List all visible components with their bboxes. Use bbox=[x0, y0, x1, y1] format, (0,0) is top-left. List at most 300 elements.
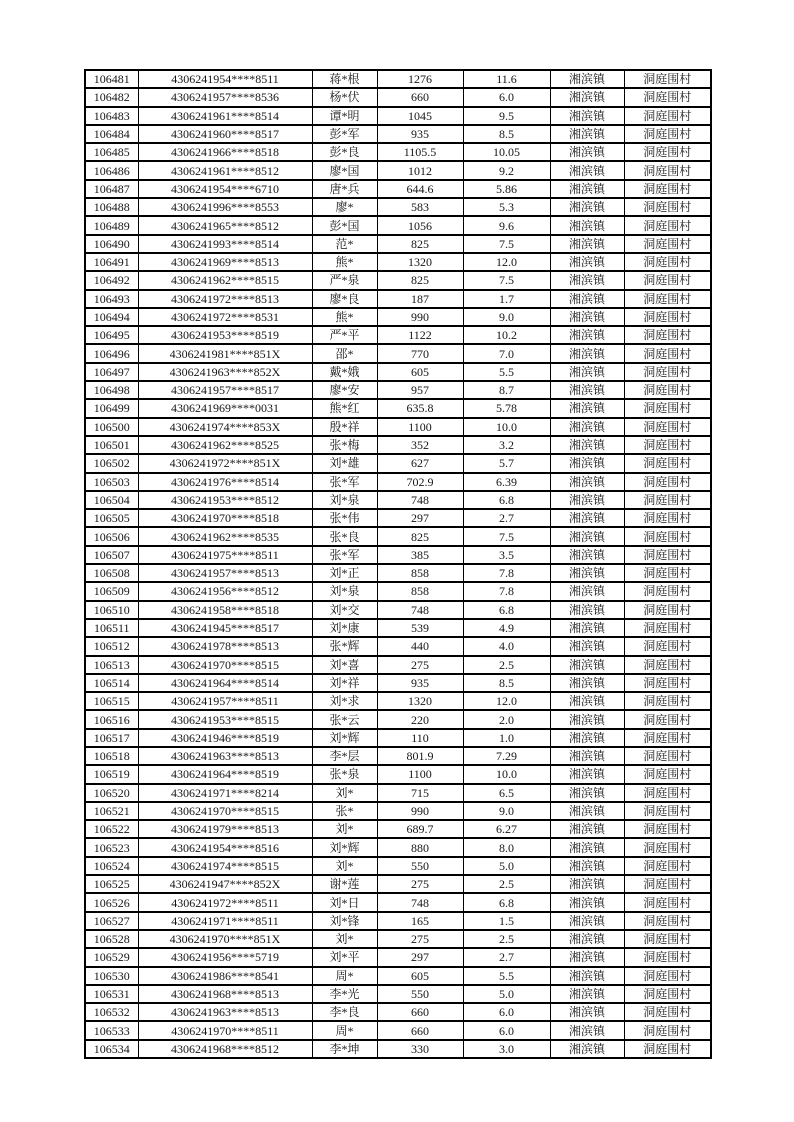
quantity-cell: 5.0 bbox=[463, 985, 550, 1003]
quantity-cell: 10.05 bbox=[463, 143, 550, 161]
quantity-cell: 2.7 bbox=[463, 948, 550, 966]
quantity-cell: 8.0 bbox=[463, 838, 550, 856]
id-number-cell: 4306241961****8512 bbox=[138, 161, 312, 179]
person-name-cell: 范* bbox=[312, 235, 377, 253]
table-row bbox=[85, 1003, 711, 1021]
amount-cell: 858 bbox=[377, 582, 463, 600]
village-cell: 洞庭围村 bbox=[624, 582, 711, 600]
quantity-cell: 8.5 bbox=[463, 674, 550, 692]
person-name-cell: 廖*良 bbox=[312, 290, 377, 308]
table-row bbox=[85, 637, 711, 655]
amount-cell: 748 bbox=[377, 601, 463, 619]
table-row bbox=[85, 161, 711, 179]
table-row bbox=[85, 710, 711, 728]
table-row bbox=[85, 893, 711, 911]
amount-cell: 275 bbox=[377, 930, 463, 948]
id-number-cell: 4306241957****8536 bbox=[138, 88, 312, 106]
person-name-cell: 张*梅 bbox=[312, 436, 377, 454]
table-row bbox=[85, 967, 711, 985]
person-name-cell: 严*平 bbox=[312, 326, 377, 344]
amount-cell: 1056 bbox=[377, 216, 463, 234]
quantity-cell: 1.7 bbox=[463, 290, 550, 308]
town-cell: 湘滨镇 bbox=[550, 820, 624, 838]
amount-cell: 825 bbox=[377, 235, 463, 253]
person-name-cell: 刘*日 bbox=[312, 893, 377, 911]
person-name-cell: 杨*伏 bbox=[312, 88, 377, 106]
table-row bbox=[85, 436, 711, 454]
village-cell: 洞庭围村 bbox=[624, 473, 711, 491]
quantity-cell: 5.78 bbox=[463, 399, 550, 417]
serial-number-cell: 106522 bbox=[85, 820, 138, 838]
village-cell: 洞庭围村 bbox=[624, 930, 711, 948]
person-name-cell: 周* bbox=[312, 967, 377, 985]
table-row bbox=[85, 473, 711, 491]
quantity-cell: 9.6 bbox=[463, 216, 550, 234]
serial-number-cell: 106529 bbox=[85, 948, 138, 966]
table-row bbox=[85, 802, 711, 820]
village-cell: 洞庭围村 bbox=[624, 125, 711, 143]
serial-number-cell: 106487 bbox=[85, 180, 138, 198]
table-row bbox=[85, 857, 711, 875]
id-number-cell: 4306241975****8511 bbox=[138, 546, 312, 564]
id-number-cell: 4306241958****8518 bbox=[138, 601, 312, 619]
amount-cell: 935 bbox=[377, 674, 463, 692]
quantity-cell: 6.0 bbox=[463, 1003, 550, 1021]
amount-cell: 644.6 bbox=[377, 180, 463, 198]
quantity-cell: 4.0 bbox=[463, 637, 550, 655]
id-number-cell: 4306241978****8513 bbox=[138, 637, 312, 655]
id-number-cell: 4306241986****8541 bbox=[138, 967, 312, 985]
id-number-cell: 4306241972****851X bbox=[138, 454, 312, 472]
person-name-cell: 张* bbox=[312, 802, 377, 820]
id-number-cell: 4306241970****8515 bbox=[138, 656, 312, 674]
serial-number-cell: 106510 bbox=[85, 601, 138, 619]
serial-number-cell: 106520 bbox=[85, 784, 138, 802]
village-cell: 洞庭围村 bbox=[624, 546, 711, 564]
town-cell: 湘滨镇 bbox=[550, 656, 624, 674]
village-cell: 洞庭围村 bbox=[624, 143, 711, 161]
town-cell: 湘滨镇 bbox=[550, 875, 624, 893]
serial-number-cell: 106505 bbox=[85, 509, 138, 527]
serial-number-cell: 106514 bbox=[85, 674, 138, 692]
town-cell: 湘滨镇 bbox=[550, 344, 624, 362]
id-number-cell: 4306241968****8512 bbox=[138, 1040, 312, 1058]
id-number-cell: 4306241963****8513 bbox=[138, 747, 312, 765]
town-cell: 湘滨镇 bbox=[550, 381, 624, 399]
serial-number-cell: 106493 bbox=[85, 290, 138, 308]
serial-number-cell: 106513 bbox=[85, 656, 138, 674]
town-cell: 湘滨镇 bbox=[550, 235, 624, 253]
town-cell: 湘滨镇 bbox=[550, 253, 624, 271]
id-number-cell: 4306241976****8514 bbox=[138, 473, 312, 491]
quantity-cell: 5.5 bbox=[463, 363, 550, 381]
quantity-cell: 1.5 bbox=[463, 912, 550, 930]
table-row bbox=[85, 198, 711, 216]
town-cell: 湘滨镇 bbox=[550, 180, 624, 198]
person-name-cell: 彭*国 bbox=[312, 216, 377, 234]
person-name-cell: 熊* bbox=[312, 253, 377, 271]
id-number-cell: 4306241960****8517 bbox=[138, 125, 312, 143]
serial-number-cell: 106530 bbox=[85, 967, 138, 985]
amount-cell: 880 bbox=[377, 838, 463, 856]
person-name-cell: 刘* bbox=[312, 820, 377, 838]
town-cell: 湘滨镇 bbox=[550, 198, 624, 216]
id-number-cell: 4306241981****851X bbox=[138, 344, 312, 362]
amount-cell: 297 bbox=[377, 509, 463, 527]
table-row bbox=[85, 601, 711, 619]
amount-cell: 605 bbox=[377, 967, 463, 985]
amount-cell: 990 bbox=[377, 802, 463, 820]
person-name-cell: 张*军 bbox=[312, 473, 377, 491]
table-row bbox=[85, 1021, 711, 1039]
quantity-cell: 2.5 bbox=[463, 656, 550, 674]
town-cell: 湘滨镇 bbox=[550, 1003, 624, 1021]
table-row bbox=[85, 656, 711, 674]
person-name-cell: 刘*喜 bbox=[312, 656, 377, 674]
serial-number-cell: 106490 bbox=[85, 235, 138, 253]
village-cell: 洞庭围村 bbox=[624, 710, 711, 728]
amount-cell: 689.7 bbox=[377, 820, 463, 838]
id-number-cell: 4306241954****8511 bbox=[138, 70, 312, 88]
village-cell: 洞庭围村 bbox=[624, 436, 711, 454]
town-cell: 湘滨镇 bbox=[550, 601, 624, 619]
serial-number-cell: 106504 bbox=[85, 491, 138, 509]
village-cell: 洞庭围村 bbox=[624, 729, 711, 747]
id-number-cell: 4306241957****8511 bbox=[138, 692, 312, 710]
person-name-cell: 刘* bbox=[312, 857, 377, 875]
serial-number-cell: 106527 bbox=[85, 912, 138, 930]
quantity-cell: 6.5 bbox=[463, 784, 550, 802]
village-cell: 洞庭围村 bbox=[624, 216, 711, 234]
serial-number-cell: 106500 bbox=[85, 418, 138, 436]
quantity-cell: 5.86 bbox=[463, 180, 550, 198]
person-name-cell: 廖* bbox=[312, 198, 377, 216]
town-cell: 湘滨镇 bbox=[550, 107, 624, 125]
person-name-cell: 邵* bbox=[312, 344, 377, 362]
id-number-cell: 4306241956****5719 bbox=[138, 948, 312, 966]
id-number-cell: 4306241968****8513 bbox=[138, 985, 312, 1003]
table-row bbox=[85, 582, 711, 600]
id-number-cell: 4306241945****8517 bbox=[138, 619, 312, 637]
person-name-cell: 彭*军 bbox=[312, 125, 377, 143]
quantity-cell: 7.8 bbox=[463, 564, 550, 582]
amount-cell: 635.8 bbox=[377, 399, 463, 417]
village-cell: 洞庭围村 bbox=[624, 253, 711, 271]
subsidy-roster-table bbox=[84, 69, 712, 1059]
town-cell: 湘滨镇 bbox=[550, 326, 624, 344]
quantity-cell: 6.0 bbox=[463, 1021, 550, 1039]
serial-number-cell: 106486 bbox=[85, 161, 138, 179]
town-cell: 湘滨镇 bbox=[550, 802, 624, 820]
person-name-cell: 刘*求 bbox=[312, 692, 377, 710]
amount-cell: 275 bbox=[377, 875, 463, 893]
person-name-cell: 熊* bbox=[312, 308, 377, 326]
serial-number-cell: 106521 bbox=[85, 802, 138, 820]
serial-number-cell: 106481 bbox=[85, 70, 138, 88]
town-cell: 湘滨镇 bbox=[550, 290, 624, 308]
amount-cell: 990 bbox=[377, 308, 463, 326]
town-cell: 湘滨镇 bbox=[550, 582, 624, 600]
amount-cell: 825 bbox=[377, 527, 463, 545]
serial-number-cell: 106533 bbox=[85, 1021, 138, 1039]
town-cell: 湘滨镇 bbox=[550, 985, 624, 1003]
serial-number-cell: 106531 bbox=[85, 985, 138, 1003]
village-cell: 洞庭围村 bbox=[624, 180, 711, 198]
town-cell: 湘滨镇 bbox=[550, 1040, 624, 1058]
id-number-cell: 4306241957****8517 bbox=[138, 381, 312, 399]
person-name-cell: 戴*娥 bbox=[312, 363, 377, 381]
id-number-cell: 4306241974****8515 bbox=[138, 857, 312, 875]
village-cell: 洞庭围村 bbox=[624, 893, 711, 911]
table-row bbox=[85, 399, 711, 417]
person-name-cell: 李*光 bbox=[312, 985, 377, 1003]
serial-number-cell: 106499 bbox=[85, 399, 138, 417]
table-row bbox=[85, 216, 711, 234]
serial-number-cell: 106528 bbox=[85, 930, 138, 948]
amount-cell: 165 bbox=[377, 912, 463, 930]
table-row bbox=[85, 985, 711, 1003]
quantity-cell: 7.5 bbox=[463, 271, 550, 289]
village-cell: 洞庭围村 bbox=[624, 70, 711, 88]
amount-cell: 187 bbox=[377, 290, 463, 308]
amount-cell: 297 bbox=[377, 948, 463, 966]
serial-number-cell: 106519 bbox=[85, 765, 138, 783]
town-cell: 湘滨镇 bbox=[550, 1021, 624, 1039]
table-row bbox=[85, 948, 711, 966]
id-number-cell: 4306241953****8519 bbox=[138, 326, 312, 344]
table-row bbox=[85, 143, 711, 161]
person-name-cell: 刘*雄 bbox=[312, 454, 377, 472]
town-cell: 湘滨镇 bbox=[550, 88, 624, 106]
person-name-cell: 严*泉 bbox=[312, 271, 377, 289]
amount-cell: 220 bbox=[377, 710, 463, 728]
id-number-cell: 4306241970****8515 bbox=[138, 802, 312, 820]
serial-number-cell: 106517 bbox=[85, 729, 138, 747]
id-number-cell: 4306241961****8514 bbox=[138, 107, 312, 125]
serial-number-cell: 106502 bbox=[85, 454, 138, 472]
serial-number-cell: 106501 bbox=[85, 436, 138, 454]
town-cell: 湘滨镇 bbox=[550, 729, 624, 747]
serial-number-cell: 106495 bbox=[85, 326, 138, 344]
village-cell: 洞庭围村 bbox=[624, 381, 711, 399]
serial-number-cell: 106492 bbox=[85, 271, 138, 289]
amount-cell: 660 bbox=[377, 88, 463, 106]
table-row bbox=[85, 820, 711, 838]
village-cell: 洞庭围村 bbox=[624, 802, 711, 820]
serial-number-cell: 106534 bbox=[85, 1040, 138, 1058]
id-number-cell: 4306241972****8513 bbox=[138, 290, 312, 308]
id-number-cell: 4306241947****852X bbox=[138, 875, 312, 893]
village-cell: 洞庭围村 bbox=[624, 875, 711, 893]
town-cell: 湘滨镇 bbox=[550, 893, 624, 911]
village-cell: 洞庭围村 bbox=[624, 344, 711, 362]
village-cell: 洞庭围村 bbox=[624, 619, 711, 637]
village-cell: 洞庭围村 bbox=[624, 564, 711, 582]
id-number-cell: 4306241962****8515 bbox=[138, 271, 312, 289]
serial-number-cell: 106524 bbox=[85, 857, 138, 875]
village-cell: 洞庭围村 bbox=[624, 107, 711, 125]
town-cell: 湘滨镇 bbox=[550, 637, 624, 655]
quantity-cell: 12.0 bbox=[463, 253, 550, 271]
person-name-cell: 刘*泉 bbox=[312, 582, 377, 600]
table-row bbox=[85, 180, 711, 198]
table-row bbox=[85, 729, 711, 747]
amount-cell: 440 bbox=[377, 637, 463, 655]
village-cell: 洞庭围村 bbox=[624, 857, 711, 875]
town-cell: 湘滨镇 bbox=[550, 692, 624, 710]
id-number-cell: 4306241956****8512 bbox=[138, 582, 312, 600]
table-row bbox=[85, 875, 711, 893]
village-cell: 洞庭围村 bbox=[624, 838, 711, 856]
id-number-cell: 4306241946****8519 bbox=[138, 729, 312, 747]
quantity-cell: 4.9 bbox=[463, 619, 550, 637]
table-row bbox=[85, 88, 711, 106]
town-cell: 湘滨镇 bbox=[550, 436, 624, 454]
amount-cell: 957 bbox=[377, 381, 463, 399]
person-name-cell: 张*伟 bbox=[312, 509, 377, 527]
table-row bbox=[85, 326, 711, 344]
person-name-cell: 熊*红 bbox=[312, 399, 377, 417]
town-cell: 湘滨镇 bbox=[550, 418, 624, 436]
village-cell: 洞庭围村 bbox=[624, 308, 711, 326]
town-cell: 湘滨镇 bbox=[550, 674, 624, 692]
village-cell: 洞庭围村 bbox=[624, 948, 711, 966]
quantity-cell: 2.5 bbox=[463, 875, 550, 893]
quantity-cell: 10.0 bbox=[463, 418, 550, 436]
village-cell: 洞庭围村 bbox=[624, 326, 711, 344]
town-cell: 湘滨镇 bbox=[550, 619, 624, 637]
person-name-cell: 谢*莲 bbox=[312, 875, 377, 893]
table-row bbox=[85, 509, 711, 527]
quantity-cell: 9.0 bbox=[463, 802, 550, 820]
village-cell: 洞庭围村 bbox=[624, 271, 711, 289]
table-row bbox=[85, 619, 711, 637]
person-name-cell: 李*坤 bbox=[312, 1040, 377, 1058]
village-cell: 洞庭围村 bbox=[624, 601, 711, 619]
amount-cell: 748 bbox=[377, 893, 463, 911]
quantity-cell: 6.8 bbox=[463, 601, 550, 619]
town-cell: 湘滨镇 bbox=[550, 363, 624, 381]
serial-number-cell: 106523 bbox=[85, 838, 138, 856]
village-cell: 洞庭围村 bbox=[624, 656, 711, 674]
id-number-cell: 4306241971****8511 bbox=[138, 912, 312, 930]
table-row bbox=[85, 1040, 711, 1058]
table-row bbox=[85, 546, 711, 564]
id-number-cell: 4306241970****8518 bbox=[138, 509, 312, 527]
town-cell: 湘滨镇 bbox=[550, 710, 624, 728]
serial-number-cell: 106512 bbox=[85, 637, 138, 655]
table-body bbox=[85, 70, 711, 1058]
amount-cell: 550 bbox=[377, 857, 463, 875]
id-number-cell: 4306241954****6710 bbox=[138, 180, 312, 198]
person-name-cell: 张*良 bbox=[312, 527, 377, 545]
amount-cell: 352 bbox=[377, 436, 463, 454]
serial-number-cell: 106506 bbox=[85, 527, 138, 545]
village-cell: 洞庭围村 bbox=[624, 820, 711, 838]
table-row bbox=[85, 838, 711, 856]
table-row bbox=[85, 70, 711, 88]
table-row bbox=[85, 363, 711, 381]
village-cell: 洞庭围村 bbox=[624, 491, 711, 509]
person-name-cell: 廖*国 bbox=[312, 161, 377, 179]
village-cell: 洞庭围村 bbox=[624, 418, 711, 436]
amount-cell: 275 bbox=[377, 656, 463, 674]
amount-cell: 550 bbox=[377, 985, 463, 1003]
id-number-cell: 4306241974****853X bbox=[138, 418, 312, 436]
serial-number-cell: 106498 bbox=[85, 381, 138, 399]
town-cell: 湘滨镇 bbox=[550, 308, 624, 326]
quantity-cell: 3.5 bbox=[463, 546, 550, 564]
id-number-cell: 4306241957****8513 bbox=[138, 564, 312, 582]
town-cell: 湘滨镇 bbox=[550, 454, 624, 472]
id-number-cell: 4306241962****8535 bbox=[138, 527, 312, 545]
quantity-cell: 3.0 bbox=[463, 1040, 550, 1058]
person-name-cell: 殷*祥 bbox=[312, 418, 377, 436]
village-cell: 洞庭围村 bbox=[624, 765, 711, 783]
village-cell: 洞庭围村 bbox=[624, 1003, 711, 1021]
table-row bbox=[85, 564, 711, 582]
table-row bbox=[85, 235, 711, 253]
amount-cell: 1320 bbox=[377, 253, 463, 271]
town-cell: 湘滨镇 bbox=[550, 784, 624, 802]
town-cell: 湘滨镇 bbox=[550, 967, 624, 985]
person-name-cell: 唐*兵 bbox=[312, 180, 377, 198]
quantity-cell: 9.2 bbox=[463, 161, 550, 179]
amount-cell: 770 bbox=[377, 344, 463, 362]
id-number-cell: 4306241969****8513 bbox=[138, 253, 312, 271]
quantity-cell: 7.8 bbox=[463, 582, 550, 600]
amount-cell: 605 bbox=[377, 363, 463, 381]
table-row bbox=[85, 381, 711, 399]
town-cell: 湘滨镇 bbox=[550, 747, 624, 765]
person-name-cell: 刘*正 bbox=[312, 564, 377, 582]
serial-number-cell: 106508 bbox=[85, 564, 138, 582]
table-row bbox=[85, 692, 711, 710]
amount-cell: 935 bbox=[377, 125, 463, 143]
amount-cell: 702.9 bbox=[377, 473, 463, 491]
quantity-cell: 10.0 bbox=[463, 765, 550, 783]
person-name-cell: 刘*平 bbox=[312, 948, 377, 966]
person-name-cell: 刘*祥 bbox=[312, 674, 377, 692]
town-cell: 湘滨镇 bbox=[550, 527, 624, 545]
quantity-cell: 3.2 bbox=[463, 436, 550, 454]
quantity-cell: 6.8 bbox=[463, 893, 550, 911]
quantity-cell: 6.0 bbox=[463, 88, 550, 106]
quantity-cell: 5.7 bbox=[463, 454, 550, 472]
table-row bbox=[85, 527, 711, 545]
town-cell: 湘滨镇 bbox=[550, 838, 624, 856]
person-name-cell: 刘*辉 bbox=[312, 838, 377, 856]
amount-cell: 1100 bbox=[377, 765, 463, 783]
quantity-cell: 7.5 bbox=[463, 527, 550, 545]
amount-cell: 583 bbox=[377, 198, 463, 216]
serial-number-cell: 106503 bbox=[85, 473, 138, 491]
town-cell: 湘滨镇 bbox=[550, 473, 624, 491]
quantity-cell: 9.0 bbox=[463, 308, 550, 326]
town-cell: 湘滨镇 bbox=[550, 546, 624, 564]
table-row bbox=[85, 784, 711, 802]
person-name-cell: 刘* bbox=[312, 930, 377, 948]
village-cell: 洞庭围村 bbox=[624, 399, 711, 417]
village-cell: 洞庭围村 bbox=[624, 692, 711, 710]
id-number-cell: 4306241993****8514 bbox=[138, 235, 312, 253]
town-cell: 湘滨镇 bbox=[550, 564, 624, 582]
town-cell: 湘滨镇 bbox=[550, 399, 624, 417]
quantity-cell: 8.7 bbox=[463, 381, 550, 399]
village-cell: 洞庭围村 bbox=[624, 1021, 711, 1039]
town-cell: 湘滨镇 bbox=[550, 765, 624, 783]
town-cell: 湘滨镇 bbox=[550, 857, 624, 875]
